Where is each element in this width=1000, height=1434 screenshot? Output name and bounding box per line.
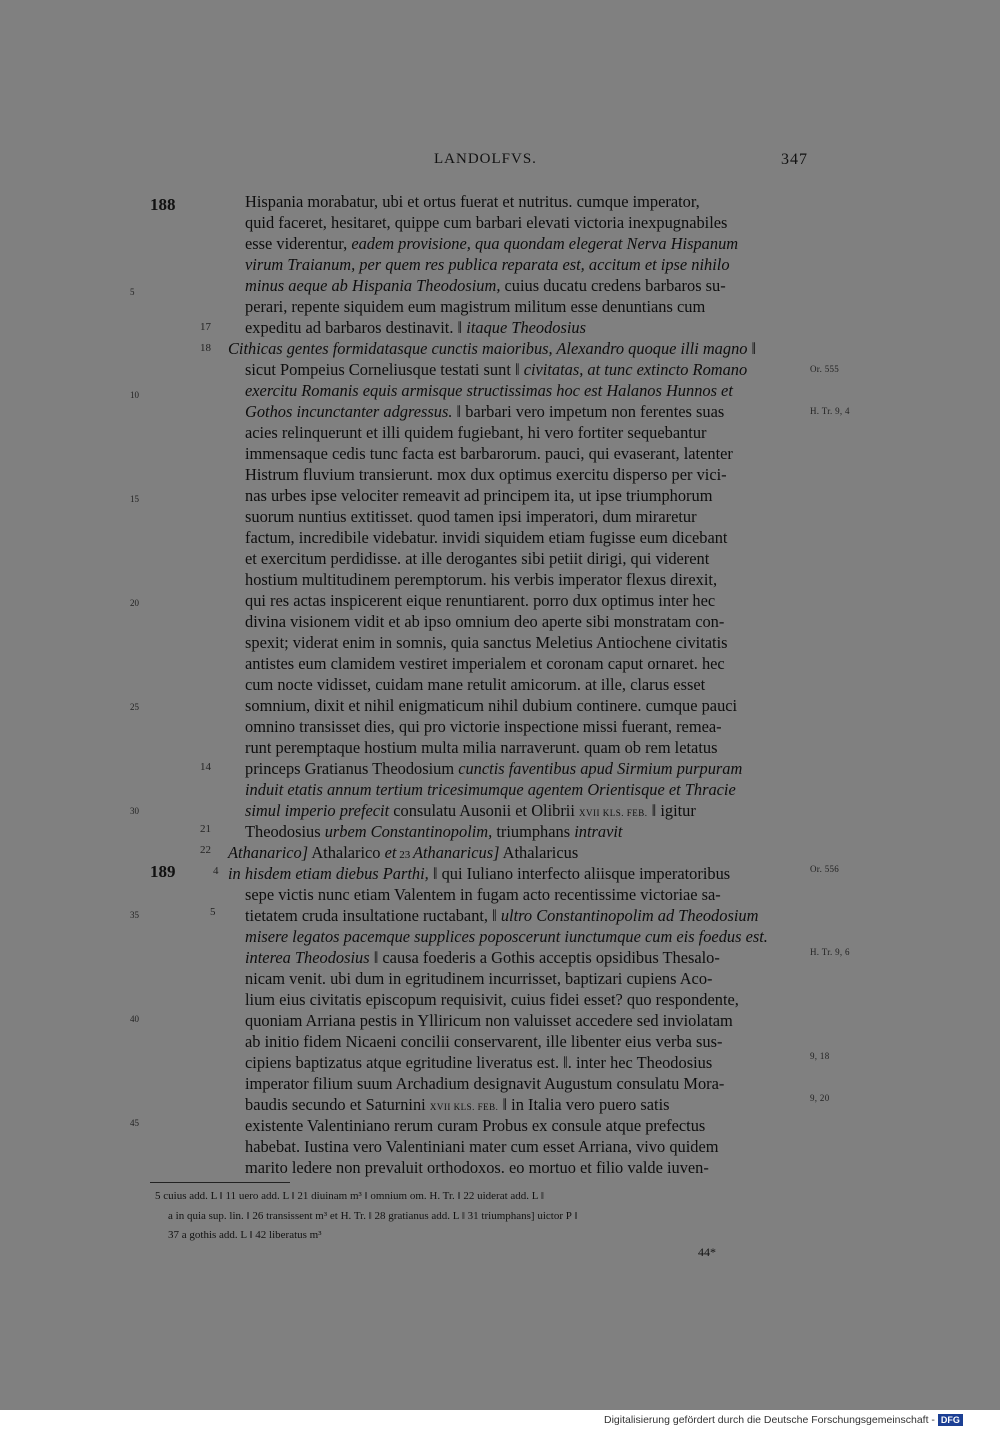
text-line: minus aeque ab Hispania Theodosium, cuius ducatu credens barbaros su- [245, 276, 726, 295]
footnote-line: 37 a gothis add. L ‖ 42 liberatus m³ [168, 1229, 322, 1241]
margin-reference: 9, 20 [810, 1093, 830, 1103]
source-number: 4 [213, 865, 219, 877]
credit-text: Digitalisierung gefördert durch die Deutsche Forschungsgemeinschaft - [604, 1414, 935, 1426]
source-number: 5 [210, 906, 216, 918]
text-line: quoniam Arriana pestis in Ylliricum non valuisset accedere sed inviolatam [245, 1011, 733, 1030]
text-line: Histrum fluvium transierunt. mox dux optimus exercitu disperso per vici- [245, 465, 727, 484]
line-number: 30 [130, 806, 139, 816]
text-line: expeditu ad barbaros destinavit. ‖ itaque Theodosius [245, 318, 587, 337]
text-line: existente Valentiniano rerum curam Probus ex consule atque prefectus [245, 1116, 706, 1135]
text-line: imperator filium suum Archadium designavit Augustum consulatu Mora- [245, 1074, 725, 1093]
text-line: lium eius civitatis episcopum requisivit, cuius fidei esset? quo respondente, [245, 990, 739, 1009]
text-line: esse viderentur, eadem provisione, qua quondam elegerat Nerva Hispanum [245, 234, 739, 253]
line-number: 20 [130, 598, 139, 608]
text-line: Hispania morabatur, ubi et ortus fuerat et nutritus. cumque imperator, [245, 192, 700, 211]
text-line: suorum nuntius extitisset. quod tamen ipsi imperatori, dum miraretur [245, 507, 697, 526]
text-line: perari, repente siquidem eum magistrum militum esse denuntians cum [245, 297, 706, 316]
text-line: Theodosius urbem Constantinopolim, triumphans intravit [245, 822, 623, 841]
footnote-line: a in quia sup. lin. ‖ 26 transissent m³ et H. Tr. ‖ 28 gratianus add. L ‖ 31 triumphans] uictor P ‖ [168, 1210, 578, 1222]
line-number: 45 [130, 1118, 139, 1128]
text-line: somnium, dixit et nihil enigmaticum nihil dubium continere. cumque pauci [245, 696, 738, 715]
source-number: 14 [200, 761, 211, 773]
text-line: nas urbes ipse velociter remeavit ad principem ita, ut ipse triumphorum [245, 486, 713, 505]
signature-mark: 44* [698, 1245, 716, 1259]
footnote-line: 5 cuius add. L ‖ 11 uero add. L ‖ 21 diuinam m³ ‖ omnium om. H. Tr. ‖ 22 uiderat add. L ‖ [155, 1190, 544, 1202]
text-line: nicam venit. ubi dum in egritudinem incurrisset, baptizari cupiens Aco- [245, 969, 713, 988]
margin-reference: Or. 556 [810, 864, 840, 874]
footnote-rule [150, 1182, 290, 1183]
text-line: sicut Pompeius Corneliusque testati sunt ‖ civitatas, at tunc extincto Romano [245, 360, 748, 379]
text-line: acies relinquerunt et illi quidem fugiebant, hi vero fortiter sequebantur [245, 423, 707, 442]
text-line: virum Traianum, per quem res publica reparata est, accitum et ipse nihilo [245, 255, 730, 274]
margin-reference: H. Tr. 9, 4 [810, 406, 850, 416]
text-line: runt peremptaque hostium multa milia narraverunt. quam ob rem letatus [245, 738, 718, 757]
running-title: LANDOLFVS. [434, 151, 537, 167]
text-line: induit etatis annum tertium tricesimumque agentem Orientisque et Thracie [245, 780, 736, 799]
source-number: 18 [200, 342, 211, 354]
text-line: tietatem cruda insultatione ructabant, ‖ ultro Constantinopolim ad Theodosium [245, 906, 759, 925]
margin-reference: H. Tr. 9, 6 [810, 947, 850, 957]
text-line: omnino transisset dies, qui pro victorie inspectione missi fuerant, remea- [245, 717, 722, 736]
line-number: 35 [130, 910, 139, 920]
text-line: cipiens baptizatus atque egritudine liveratus est. ‖. inter hec Theodosius [245, 1053, 713, 1072]
digitization-credit [604, 1414, 963, 1426]
page-number: 347 [781, 151, 808, 168]
text-line: divina visionem vidit et ab ipso omnium deo aperte sibi monstratam con- [245, 612, 725, 631]
text-line: factum, incredibile videbatur. invidi siquidem etiam fugisse eum dicebant [245, 528, 728, 547]
line-number: 25 [130, 702, 139, 712]
text-line: habebat. Iustina vero Valentiniani mater cum esset Arriana, vivo quidem [245, 1137, 719, 1156]
dfg-logo: DFG [938, 1414, 963, 1426]
line-number: 5 [130, 287, 135, 297]
text-line: ab initio fidem Nicaeni concilii conservarent, ille libenter eius verba sus- [245, 1032, 723, 1051]
text-line: et exercitum perdidisse. at ille derogantes sibi petiit dirigi, qui viderent [245, 549, 710, 568]
text-line: princeps Gratianus Theodosium cunctis faventibus apud Sirmium purpuram [245, 759, 743, 778]
line-number: 10 [130, 390, 139, 400]
section-number: 188 [150, 195, 176, 214]
text-line: Cithicas gentes formidatasque cunctis maioribus, Alexandro quoque illi magno ‖ [228, 339, 757, 358]
text-line: simul imperio prefecit consulatu Ausonii et Olibrii XVII KLS. FEB. ‖ igitur [245, 801, 696, 820]
source-number: 17 [200, 321, 211, 333]
margin-reference: Or. 555 [810, 364, 840, 374]
section-number: 189 [150, 862, 176, 881]
text-line: hostium multitudinem peremptorum. his verbis imperator flexus direxit, [245, 570, 718, 589]
text-line: sepe victis nunc etiam Valentem in fugam acto recentissime victoriae sa- [245, 885, 721, 904]
text-line: exercitu Romanis equis armisque structissimas hoc est Halanos Hunnos et [245, 381, 733, 400]
margin-reference: 9, 18 [810, 1051, 830, 1061]
text-line: Gothos incunctanter adgressus. ‖ barbari vero impetum non ferentes suas [245, 402, 725, 421]
text-line: baudis secundo et Saturnini XVII KLS. FEB. ‖ in Italia vero puero satis [245, 1095, 670, 1114]
text-line: cum nocte vidisset, cuidam mane retulit amicorum. at ille, clarus esset [245, 675, 706, 694]
text-line: qui res actas inspicerent eique renuntiarent. porro dux optimus inter hec [245, 591, 716, 610]
line-number: 15 [130, 494, 139, 504]
text-line: misere legatos pacemque supplices poposcerunt iunctumque cum eis foedus est. [245, 927, 768, 946]
text-line: in hisdem etiam diebus Parthi, ‖ qui Iuliano interfecto aliisque imperatoribus [228, 864, 731, 883]
text-line: Athanarico] Athalarico et 23 Athanaricus] Athalaricus [228, 843, 579, 862]
text-line: antistes eum clamidem vestiret imperialem et coronam caput ornaret. hec [245, 654, 725, 673]
text-line: spexit; viderat enim in somnis, quia sanctus Meletius Antiochene civitatis [245, 633, 728, 652]
source-number: 22 [200, 844, 211, 856]
text-line: quid faceret, hesitaret, quippe cum barbari elevati victoria inexpugnabiles [245, 213, 728, 232]
line-number: 40 [130, 1014, 139, 1024]
text-line: immensaque cedis tunc facta est barbarorum. pauci, qui evaserant, latenter [245, 444, 733, 463]
text-line: marito ledere non prevaluit orthodoxos. eo mortuo et filio valde iuven- [245, 1158, 709, 1177]
source-number: 21 [200, 823, 211, 835]
text-line: interea Theodosius ‖ causa foederis a Gothis acceptis opsidibus Thesalo- [245, 948, 720, 967]
